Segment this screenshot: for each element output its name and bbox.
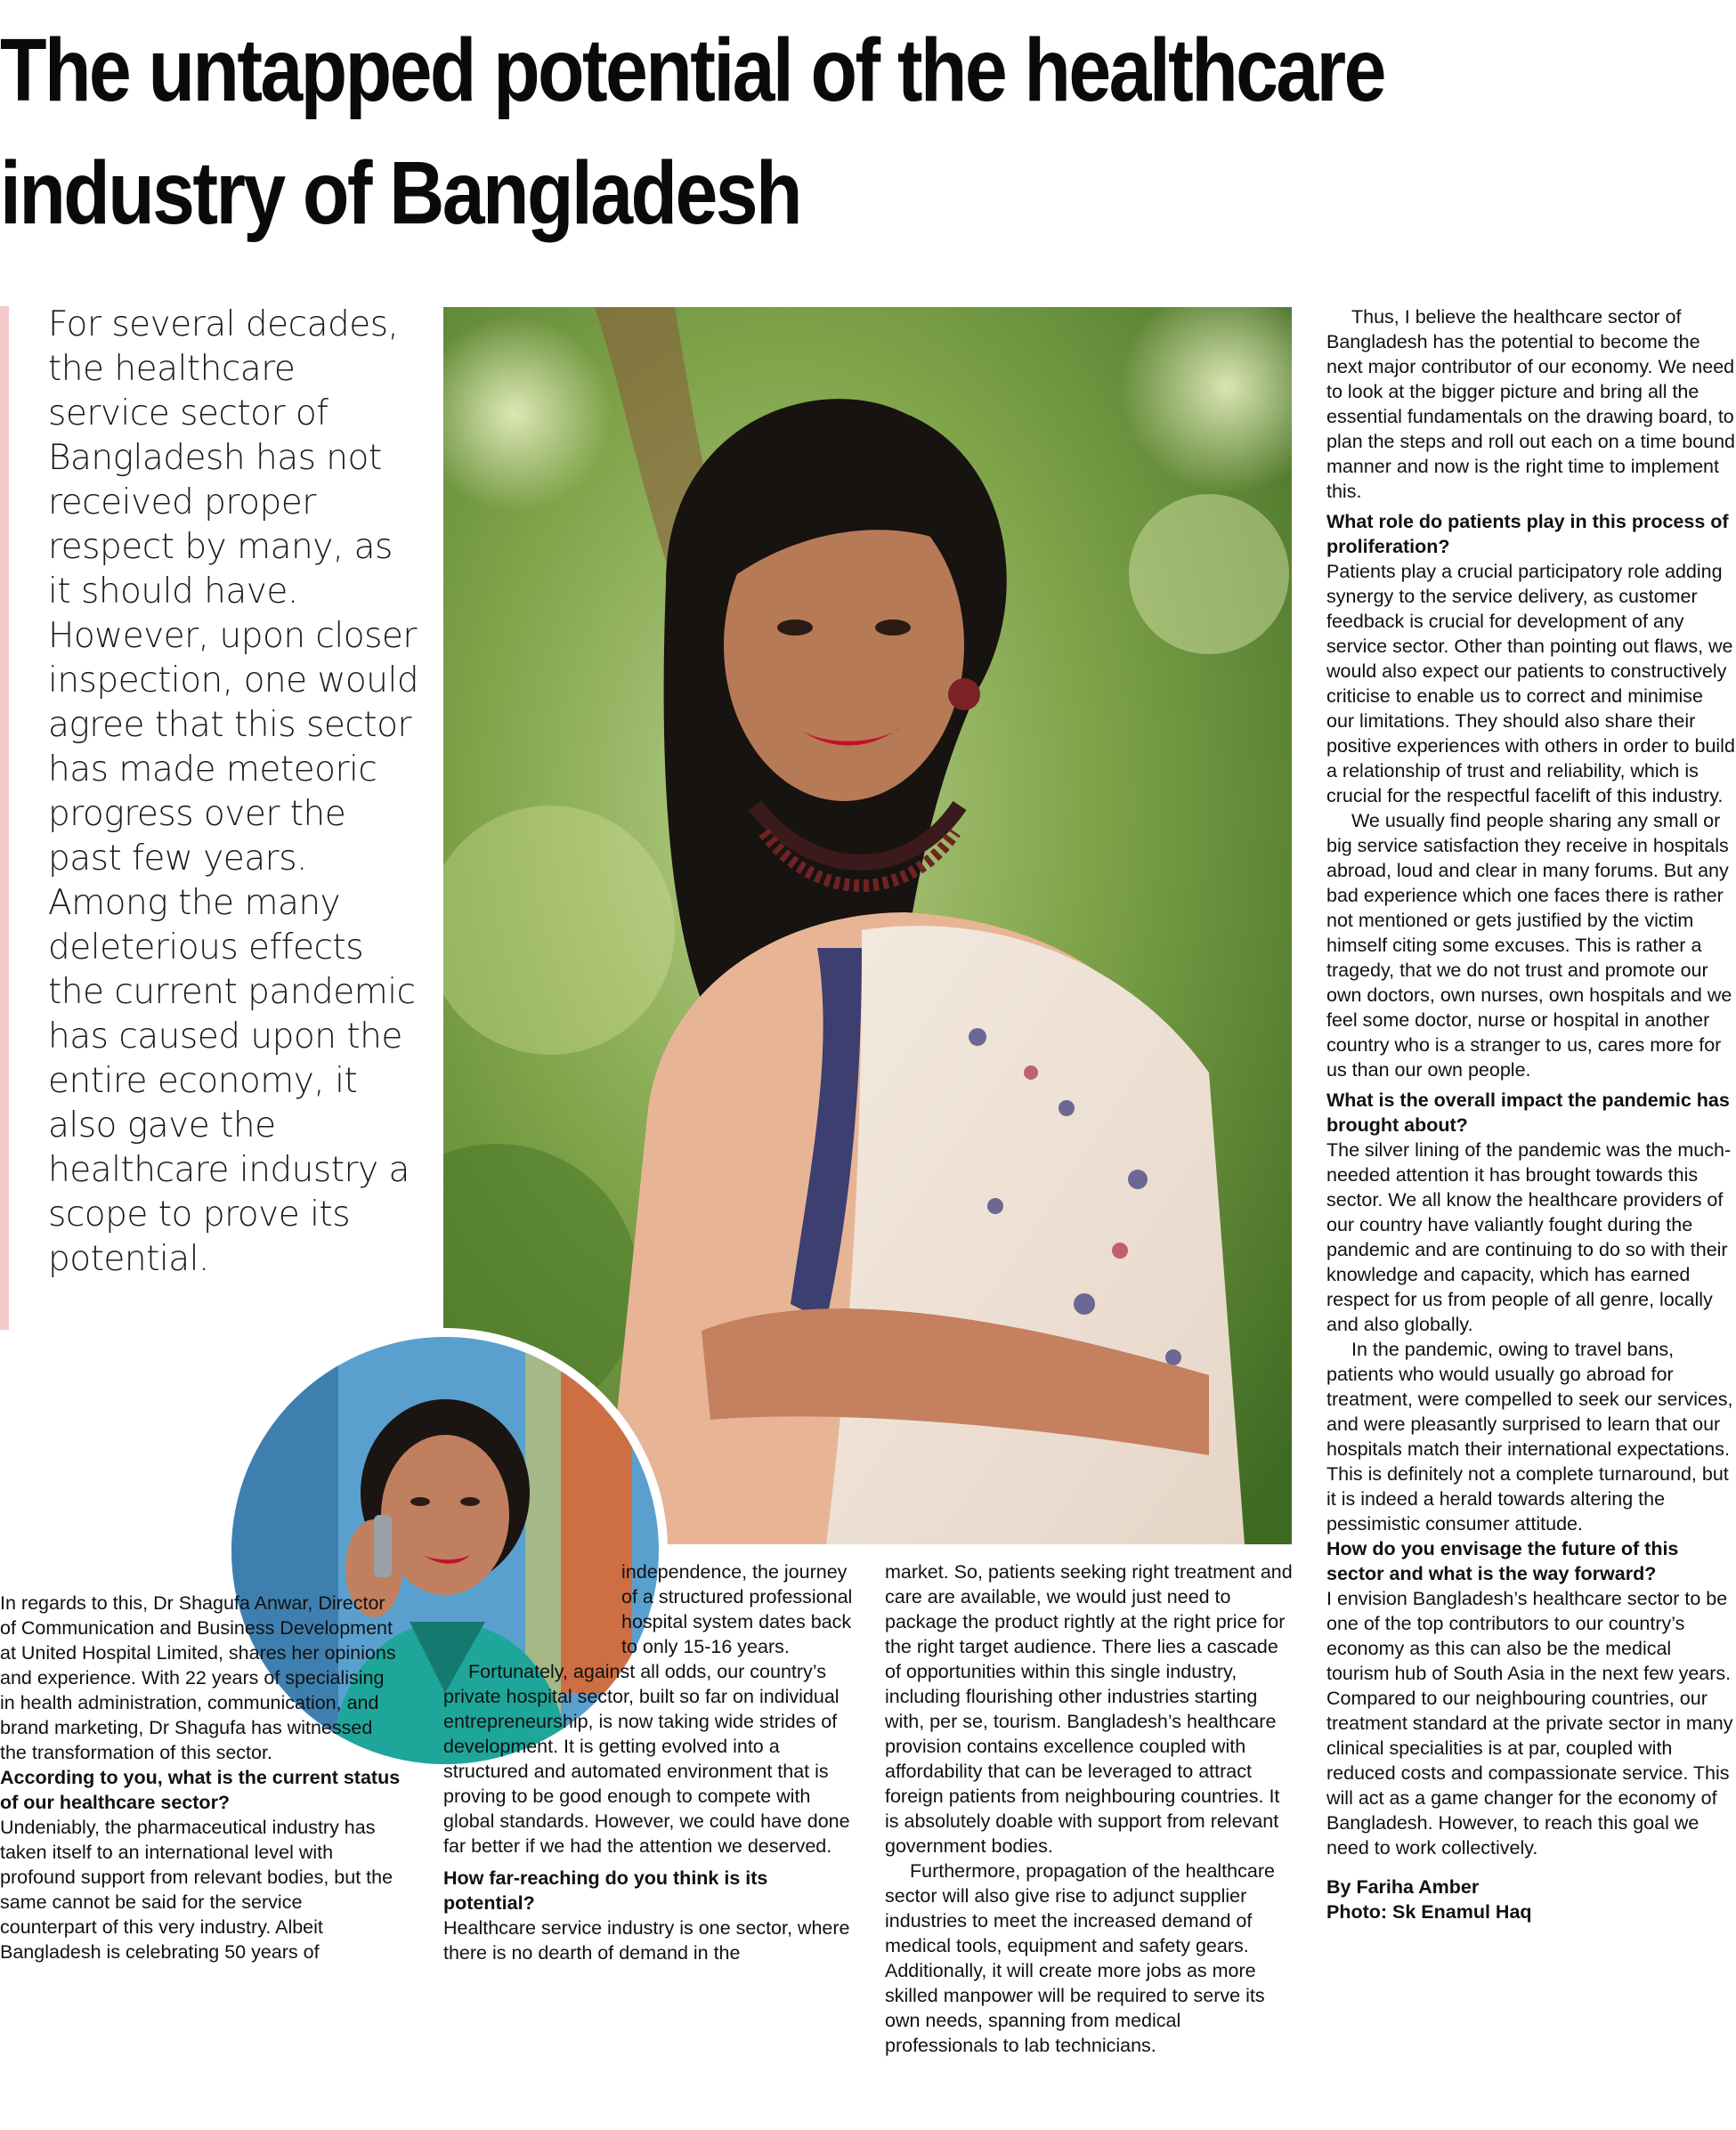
byline: By Fariha Amber bbox=[1326, 1876, 1480, 1898]
column-2 bbox=[443, 1559, 853, 1965]
headline: The untapped potential of the healthcare industry of Bangladesh bbox=[0, 20, 1384, 243]
column-1 bbox=[0, 1591, 401, 1964]
col3-paragraph-1: market. So, patients seeking right treatment and care are available, we would just need to package the product rightly at the right price for the right target audience. There lies a cascade of opportunities within this single industry, including flourishing other industries starting with, per se, tourism. Bangladesh’s healthcare provision contains excellence coupled with affordability that can be leveraged to attract foreign patients from neighbouring countries. It is absolutely doable with support from relevant government bodies. bbox=[885, 1561, 1293, 1857]
answer-4-continued: In the pandemic, owing to travel bans, patients who would usually go abroad for treatment, were compelled to seek our services, and were pleasantly surprised to learn that our hospitals match their international expectations. This is definitely not a complete turnaround, but it is indeed a herald towards altering the pessimistic consumer attitude. bbox=[1326, 1339, 1733, 1535]
question-3: What role do patients play in this process of proliferation? bbox=[1326, 511, 1729, 557]
pull-quote: For several decades, the healthcare service sector of Bangladesh has not received proper respect by many, as it should have. However, upon closer inspection, one would agree that this sector has made meteoric progress over the past few years. Among the many deleterious effects the current pandemic has caused upon the entire economy, it also gave the healthcare industry a scope to prove its potential. bbox=[48, 304, 419, 1279]
col2-paragraph-1: independence, the journey of a structured professional hospital system dates back to only 15-16 years. bbox=[621, 1561, 853, 1657]
answer-2: Healthcare service industry is one sector, where there is no dearth of demand in the bbox=[443, 1917, 850, 1964]
answer-4: The silver lining of the pandemic was the much-needed attention it has brought towards this sector. We all know the healthcare providers of our country have valiantly fought during the pandemic and are continuing to do so with their knowledge and capacity, which has earned respect for us from people of all genre, locally and also globally. bbox=[1326, 1139, 1732, 1335]
col2-paragraph-2: Fortunately, against all odds, our country’s private hospital sector, built so far on individual entrepreneurship, is now taking wide strides of development. It is getting evolved into a structured and automated environment that is proving to be good enough to compete with global standards. However, we could have done far better if we had the attention we deserved. bbox=[443, 1661, 850, 1857]
answer-3: Patients play a crucial participatory role adding synergy to the service delivery, as customer feedback is crucial for development of any service sector. Other than pointing out flaws, we would also expect our patients to constructively criticise to enable us to correct and minimise our limitations. They should also share their positive experiences with others in order to build a relationship of trust and reliability, which is crucial for the respectful facelift of this industry. bbox=[1326, 561, 1735, 806]
column-3 bbox=[885, 1559, 1294, 2058]
question-5: How do you envisage the future of this sector and what is the way forward? bbox=[1326, 1538, 1679, 1584]
answer-1: Undeniably, the pharmaceutical industry has taken itself to an international level with profound support from relevant bodies, but the same cannot be said for the service counterpart of this very industry. Albeit Bangladesh is celebrating 50 years of bbox=[0, 1817, 393, 1963]
col4-paragraph-1: Thus, I believe the healthcare sector of Bangladesh has the potential to become the next major contributor of our economy. We need to look at the bigger picture and bring all the essential fundamentals on the drawing board, to plan the steps and roll out each on a time bound manner and now is the right time to implement this. bbox=[1326, 306, 1735, 502]
answer-5: I envision Bangladesh’s healthcare sector to be one of the top contributors to our country’s economy as this can also be the medical tourism hub of South Asia in the next few years. Compared to our neighbouring countries, our treatment standard at the private sector in many clinical specialities is at par, coupled with reduced costs and compassionate service. This will act as a game changer for the economy of Bangladesh. However, to reach this goal we need to work collectively. bbox=[1326, 1588, 1733, 1859]
question-2: How far-reaching do you think is its potential? bbox=[443, 1867, 768, 1914]
question-4: What is the overall impact the pandemic has brought about? bbox=[1326, 1089, 1730, 1136]
intro-paragraph: In regards to this, Dr Shagufa Anwar, Director of Communication and Business Development at United Hospital Limited, shares her opinions and experience. With 22 years of specialising in health administration, communication, and brand marketing, Dr Shagufa has witnessed the transformation of this sector. bbox=[0, 1592, 396, 1763]
column-4 bbox=[1326, 304, 1736, 1924]
pull-quote-bar bbox=[0, 306, 9, 1330]
question-1: According to you, what is the current status of our healthcare sector? bbox=[0, 1767, 401, 1813]
portrait-illustration bbox=[443, 307, 1292, 1544]
answer-3-continued: We usually find people sharing any small or big service satisfaction they receive in hospitals abroad, loud and clear in many forums. But any bad experience which one faces there is rather not mentioned or gets justified by the victim himself citing some excuses. This is rather a tragedy, that we do not trust and promote our own doctors, own nurses, own hospitals and we feel some doctor, nurse or hospital in another country who is a stranger to us, cares more for us than our own people. bbox=[1326, 810, 1732, 1081]
col3-paragraph-2: Furthermore, propagation of the healthcare sector will also give rise to adjunct supplier industries to meet the increased demand of medical tools, equipment and safety gears. Additionally, it will create more jobs as more skilled manpower will be required to serve its own needs, spanning from medical professionals to lab technicians. bbox=[885, 1860, 1275, 2056]
main-portrait-photo bbox=[443, 307, 1292, 1544]
photo-credit: Photo: Sk Enamul Haq bbox=[1326, 1901, 1532, 1923]
